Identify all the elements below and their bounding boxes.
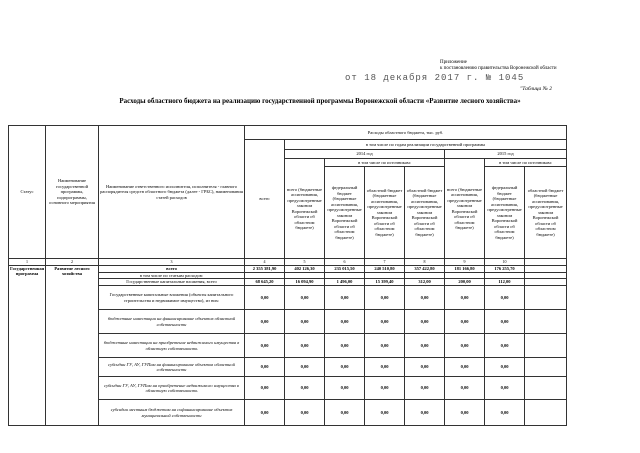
col-num: 2 — [46, 259, 99, 266]
value-cell: 0,00 — [245, 400, 285, 426]
header-year-2015: 2015 год — [445, 150, 567, 159]
col-num: 6 — [325, 259, 365, 266]
value-cell: 402 126,30 — [285, 265, 325, 272]
value-cell: 0,00 — [365, 310, 405, 334]
row-label: бюджетные инвестиции на финансирование объектов областной собственности — [99, 310, 245, 334]
row-label: субсидии ГУ, АУ, ГУПам на финансирование объектов областной собственности — [99, 358, 245, 377]
header-col-6: всего (бюджетные ассигнования, предусмотренные законом Воронежской области об областном бюджете) — [285, 159, 325, 259]
value-cell: 0,00 — [365, 286, 405, 310]
header-expenses: Расходы областного бюджета, тыс. руб. — [245, 126, 567, 140]
program-name: Развитие лесного хозяйства — [46, 265, 99, 426]
value-cell: 200,00 — [445, 279, 485, 286]
col-num: 8 — [405, 259, 445, 266]
header-status: Статус — [9, 126, 46, 259]
value-cell: 0,00 — [445, 334, 485, 358]
value-cell: 0,00 — [445, 310, 485, 334]
value-cell: 0,00 — [245, 334, 285, 358]
table-row — [9, 265, 567, 272]
appendix-resolution: к постановлению правительства Воронежской области — [440, 66, 557, 71]
header-col-9: всего (бюджетные ассигнования, предусмотренные законом Воронежской области об областном бюджете) — [445, 159, 485, 259]
value-cell: 15 399,40 — [365, 279, 405, 286]
header-col-8b: областной бюджет (бюджетные ассигнования, предусмотренные законом Воронежской области об областном бюджете) — [405, 167, 445, 259]
value-cell: 0,00 — [445, 358, 485, 377]
appendix-label: Приложение — [440, 60, 467, 65]
value-cell: 0,00 — [405, 377, 445, 400]
value-cell: 0,00 — [285, 400, 325, 426]
row-label: Государственные капитальные вложения (объекты капитального строительства и недвижимое имущество), из них: — [99, 286, 245, 310]
value-cell: 0,00 — [485, 286, 525, 310]
value-cell: 0,00 — [285, 310, 325, 334]
value-cell: 0,00 — [325, 358, 365, 377]
header-sources-2014: в том числе по источникам: — [325, 159, 445, 167]
value-cell: 235 015,50 — [325, 265, 365, 272]
value-cell: 0,00 — [485, 310, 525, 334]
value-cell: 0,00 — [485, 377, 525, 400]
value-cell: 0,00 — [245, 377, 285, 400]
value-cell: 0,00 — [485, 334, 525, 358]
value-cell: 0,00 — [445, 400, 485, 426]
header-by-years: в том числе по годам реализации государственной программы — [285, 140, 567, 150]
value-cell: 68 645,20 — [245, 279, 285, 286]
date-stamp: от 18 декабря 2017 г. № 1045 — [345, 73, 525, 83]
value-cell: 181 166,80 — [445, 265, 485, 272]
value-cell: 0,00 — [285, 358, 325, 377]
value-cell: 112,00 — [485, 279, 525, 286]
expenses-table — [8, 125, 567, 426]
program-status: Государственная программа — [9, 265, 46, 426]
col-num: 4 — [245, 259, 285, 266]
value-cell: 0,00 — [445, 286, 485, 310]
header-sources-2015: в том числе по источникам: — [485, 159, 567, 167]
row-label: в том числе по статьям расходов: — [99, 272, 245, 279]
value-cell: 0,00 — [405, 286, 445, 310]
header-col-10: федеральный бюджет (бюджетные ассигнования, предусмотренные законом Воронежской области об областном бюджете) — [485, 167, 525, 259]
value-cell: 240 510,80 — [365, 265, 405, 272]
value-cell: 0,00 — [365, 358, 405, 377]
value-cell: 0,00 — [445, 377, 485, 400]
row-label: Государственные капитальные вложения, всего — [99, 279, 245, 286]
table-number: "Таблица № 2 — [520, 86, 552, 92]
value-cell: 0,00 — [325, 400, 365, 426]
value-cell: 2 355 381,90 — [245, 265, 285, 272]
value-cell: 0,00 — [365, 377, 405, 400]
value-cell: 0,00 — [405, 400, 445, 426]
value-cell: 0,00 — [285, 377, 325, 400]
value-cell: 0,00 — [485, 400, 525, 426]
row-label: бюджетные инвестиции на приобретение недвижимого имущества в областную собственность — [99, 334, 245, 358]
header-col-11: областной бюджет (бюджетные ассигнования, предусмотренные законом Воронежской области об областном бюджете) — [525, 167, 567, 259]
value-cell: 0,00 — [245, 358, 285, 377]
row-label: субсидии местным бюджетам на софинансирование объектов муниципальной собственности — [99, 400, 245, 426]
value-cell: 0,00 — [325, 334, 365, 358]
value-cell: 0,00 — [325, 286, 365, 310]
col-num: 5 — [285, 259, 325, 266]
value-cell: 357 422,80 — [405, 265, 445, 272]
value-cell: 0,00 — [285, 286, 325, 310]
col-num: 1 — [9, 259, 46, 266]
header-col-8: областной бюджет (бюджетные ассигнования, предусмотренные законом Воронежской области об областном бюджете) — [365, 167, 405, 259]
value-cell: 0,00 — [485, 358, 525, 377]
col-num: 7 — [365, 259, 405, 266]
col-num: 10 — [485, 259, 525, 266]
value-cell: 0,00 — [245, 286, 285, 310]
header-executor: Наименование ответственного исполнителя, исполнителя - главного распорядителя средств областного бюджета (далее - ГРБС), наименования статей расходов — [99, 126, 245, 259]
value-cell: 16 094,90 — [285, 279, 325, 286]
value-cell: 0,00 — [405, 358, 445, 377]
value-cell: 0,00 — [325, 377, 365, 400]
col-num: 3 — [99, 259, 245, 266]
value-cell: 0,00 — [365, 334, 405, 358]
value-cell: 312,00 — [405, 279, 445, 286]
header-year-2014: 2014 год — [285, 150, 445, 159]
document-title: Расходы областного бюджета на реализацию государственной программы Воронежской области «Развитие лесного хозяйства» — [119, 97, 521, 105]
appendix-header — [440, 60, 557, 72]
value-cell: 1 496,00 — [325, 279, 365, 286]
header-program-name: Наименование государственной программы, подпрограммы, основного мероприятия — [46, 126, 99, 259]
value-cell: 0,00 — [285, 334, 325, 358]
value-cell: 0,00 — [405, 310, 445, 334]
value-cell: 0,00 — [365, 400, 405, 426]
value-cell: 0,00 — [405, 334, 445, 358]
value-cell: 0,00 — [325, 310, 365, 334]
row-label: субсидии ГУ, АУ, ГУПам на приобретение недвижимого имущества в областную собственность — [99, 377, 245, 400]
value-cell: 176 255,70 — [485, 265, 525, 272]
value-cell: 0,00 — [245, 310, 285, 334]
col-num: 9 — [445, 259, 485, 266]
header-total: всего — [245, 140, 285, 259]
header-col-7: федеральный бюджет (бюджетные ассигнования, предусмотренные законом Воронежской области об областном бюджете) — [325, 167, 365, 259]
row-label: всего — [99, 265, 245, 272]
